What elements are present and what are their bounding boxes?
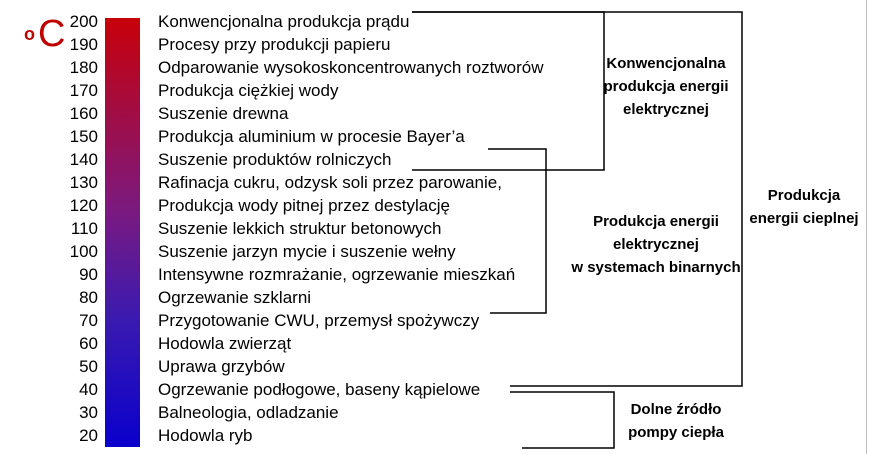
temperature-value: 190	[69, 35, 98, 54]
temperature-value: 30	[79, 403, 98, 422]
application-label: Suszenie drewna	[158, 104, 289, 123]
application-label: Produkcja aluminium w procesie Bayer’a	[158, 127, 465, 146]
unit-celsius-symbol: C	[38, 13, 66, 55]
application-label: Hodowla zwierząt	[158, 334, 292, 353]
application-label: Suszenie lekkich struktur betonowych	[158, 219, 442, 238]
temperature-value: 100	[69, 242, 98, 261]
bracket-binary	[488, 149, 546, 313]
temperature-value: 110	[70, 219, 98, 238]
application-label: Konwencjonalna produkcja prądu	[158, 12, 410, 31]
application-label: Rafinacja cukru, odzysk soli przez parowanie,	[158, 173, 502, 192]
application-label: Produkcja wody pitnej przez destylację	[158, 196, 450, 215]
application-label: Hodowla ryb	[158, 426, 253, 445]
group-label-line: Dolne źródło	[630, 401, 722, 418]
group-label-line: pompy ciepła	[628, 424, 724, 441]
group-label-line: energii cieplnej	[749, 210, 859, 227]
temperature-value: 90	[79, 265, 98, 284]
temperature-value: 200	[69, 12, 98, 31]
bracket-heat	[412, 12, 742, 386]
unit-degree-sign: o	[24, 24, 35, 44]
temperature-value: 20	[79, 426, 98, 445]
application-label: Ogrzewanie szklarni	[158, 288, 312, 307]
temperature-value: 80	[79, 288, 98, 307]
temperature-value: 130	[69, 173, 98, 192]
temperature-value: 160	[69, 104, 98, 123]
temperature-value: 60	[79, 334, 98, 353]
application-label: Balneologia, odladzanie	[158, 403, 339, 422]
application-label: Procesy przy produkcji papieru	[158, 35, 391, 54]
group-label-line: produkcja energii	[603, 78, 729, 95]
temperature-value: 50	[79, 357, 98, 376]
temperature-value: 170	[69, 81, 98, 100]
application-label: Intensywne rozmrażanie, ogrzewanie mieszkań	[158, 265, 516, 284]
application-label: Suszenie jarzyn mycie i suszenie wełny	[158, 242, 456, 261]
right-border-line	[866, 0, 867, 454]
application-label: Uprawa grzybów	[158, 357, 285, 376]
group-label-line: Konwencjonalna	[606, 55, 726, 72]
temperature-value: 150	[69, 127, 98, 146]
bracket-heatpump	[510, 392, 614, 448]
temperature-value: 120	[69, 196, 98, 215]
temperature-value: 180	[69, 58, 98, 77]
application-label: Odparowanie wysokoskoncentrowanych roztworów	[158, 58, 544, 77]
temperature-value: 140	[69, 150, 98, 169]
group-label-line: Produkcja	[767, 187, 841, 204]
application-label: Produkcja ciężkiej wody	[158, 81, 339, 100]
group-label-line: w systemach binarnych	[571, 259, 741, 276]
group-label-line: elektrycznej	[623, 101, 709, 118]
bracket-conventional	[412, 12, 604, 170]
temperature-value: 70	[79, 311, 98, 330]
group-label-line: Produkcja energii	[593, 213, 719, 230]
application-label: Ogrzewanie podłogowe, baseny kąpielowe	[158, 380, 481, 399]
group-label-line: elektrycznej	[613, 236, 699, 253]
application-label: Suszenie produktów rolniczych	[158, 150, 392, 169]
temperature-value: 40	[79, 380, 98, 399]
application-label: Przygotowanie CWU, przemysł spożywczy	[158, 311, 480, 330]
